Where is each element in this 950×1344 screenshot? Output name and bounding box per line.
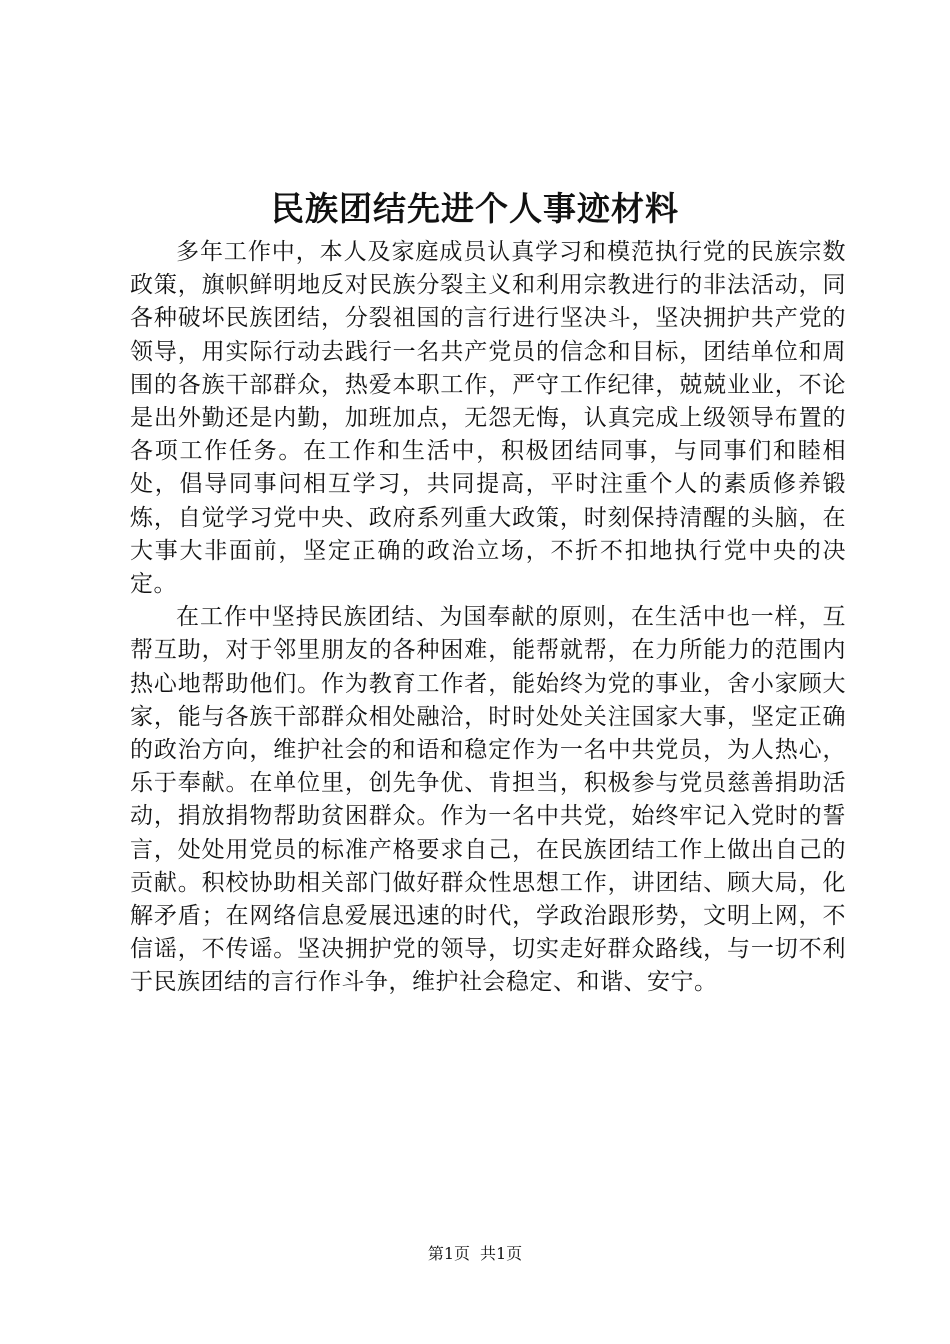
page-footer [0,1243,950,1265]
total-pages: 共1页 [480,1244,523,1263]
page-number: 第1页 [427,1244,470,1263]
document-body [130,236,846,1000]
paragraph-2: 在工作中坚持民族团结、为国奉献的原则，在生活中也一样，互帮互助，对于邻里朋友的各种困难，能帮就帮，在力所能力的范围内热心地帮助他们。作为教育工作者，能始终为党的事业，舍小家顾大家，能与各族干部群众相处融洽，时时处处关注国家大事，坚定正确的政治方向，维护社会的和语和稳定作为一名中共党员，为人热心，乐于奉献。在单位里，创先争优、肯担当，积极参与党员慈善捐助活动，捐放捐物帮助贫困群众。作为一名中共党，始终牢记入党时的誓言，处处用党员的标准产格要求自己，在民族团结工作上做出自己的贡献。积校协助相关部门做好群众性思想工作，讲团结、顾大局，化解矛盾；在网络信息爱展迅速的时代，学政治跟形势，文明上网，不信谣，不传谣。坚决拥护党的领导，切实走好群众路线，与一切不利于民族团结的言行作斗争，维护社会稳定、和谐、安宁。 [130,604,846,996]
page-title: 民族团结先进个人事迹材料 [271,189,679,228]
paragraph-1: 多年工作中，本人及家庭成员认真学习和模范执行党的民族宗数政策，旗帜鲜明地反对民族分裂主义和利用宗教进行的非法活动，同各种破坏民族团结，分裂祖国的言行进行坚决斗，坚决拥护共产党的领导，用实际行动去践行一名共产党员的信念和目标，团结单位和周围的各族干部群众，热爱本职工作，严守工作纪律，兢兢业业，不论是出外勤还是内勤，加班加点，无怨无悔，认真完成上级领导布置的各项工作任务。在工作和生活中，积极团结同事，与同事们和睦相处，倡导同事问相互学习，共同提高，平时注重个人的素质修养锻炼，自觉学习党中央、政府系列重大政策，时刻保持清醒的头脑，在大事大非面前，坚定正确的政治立场，不折不扣地执行党中央的决定。 [130,239,846,598]
